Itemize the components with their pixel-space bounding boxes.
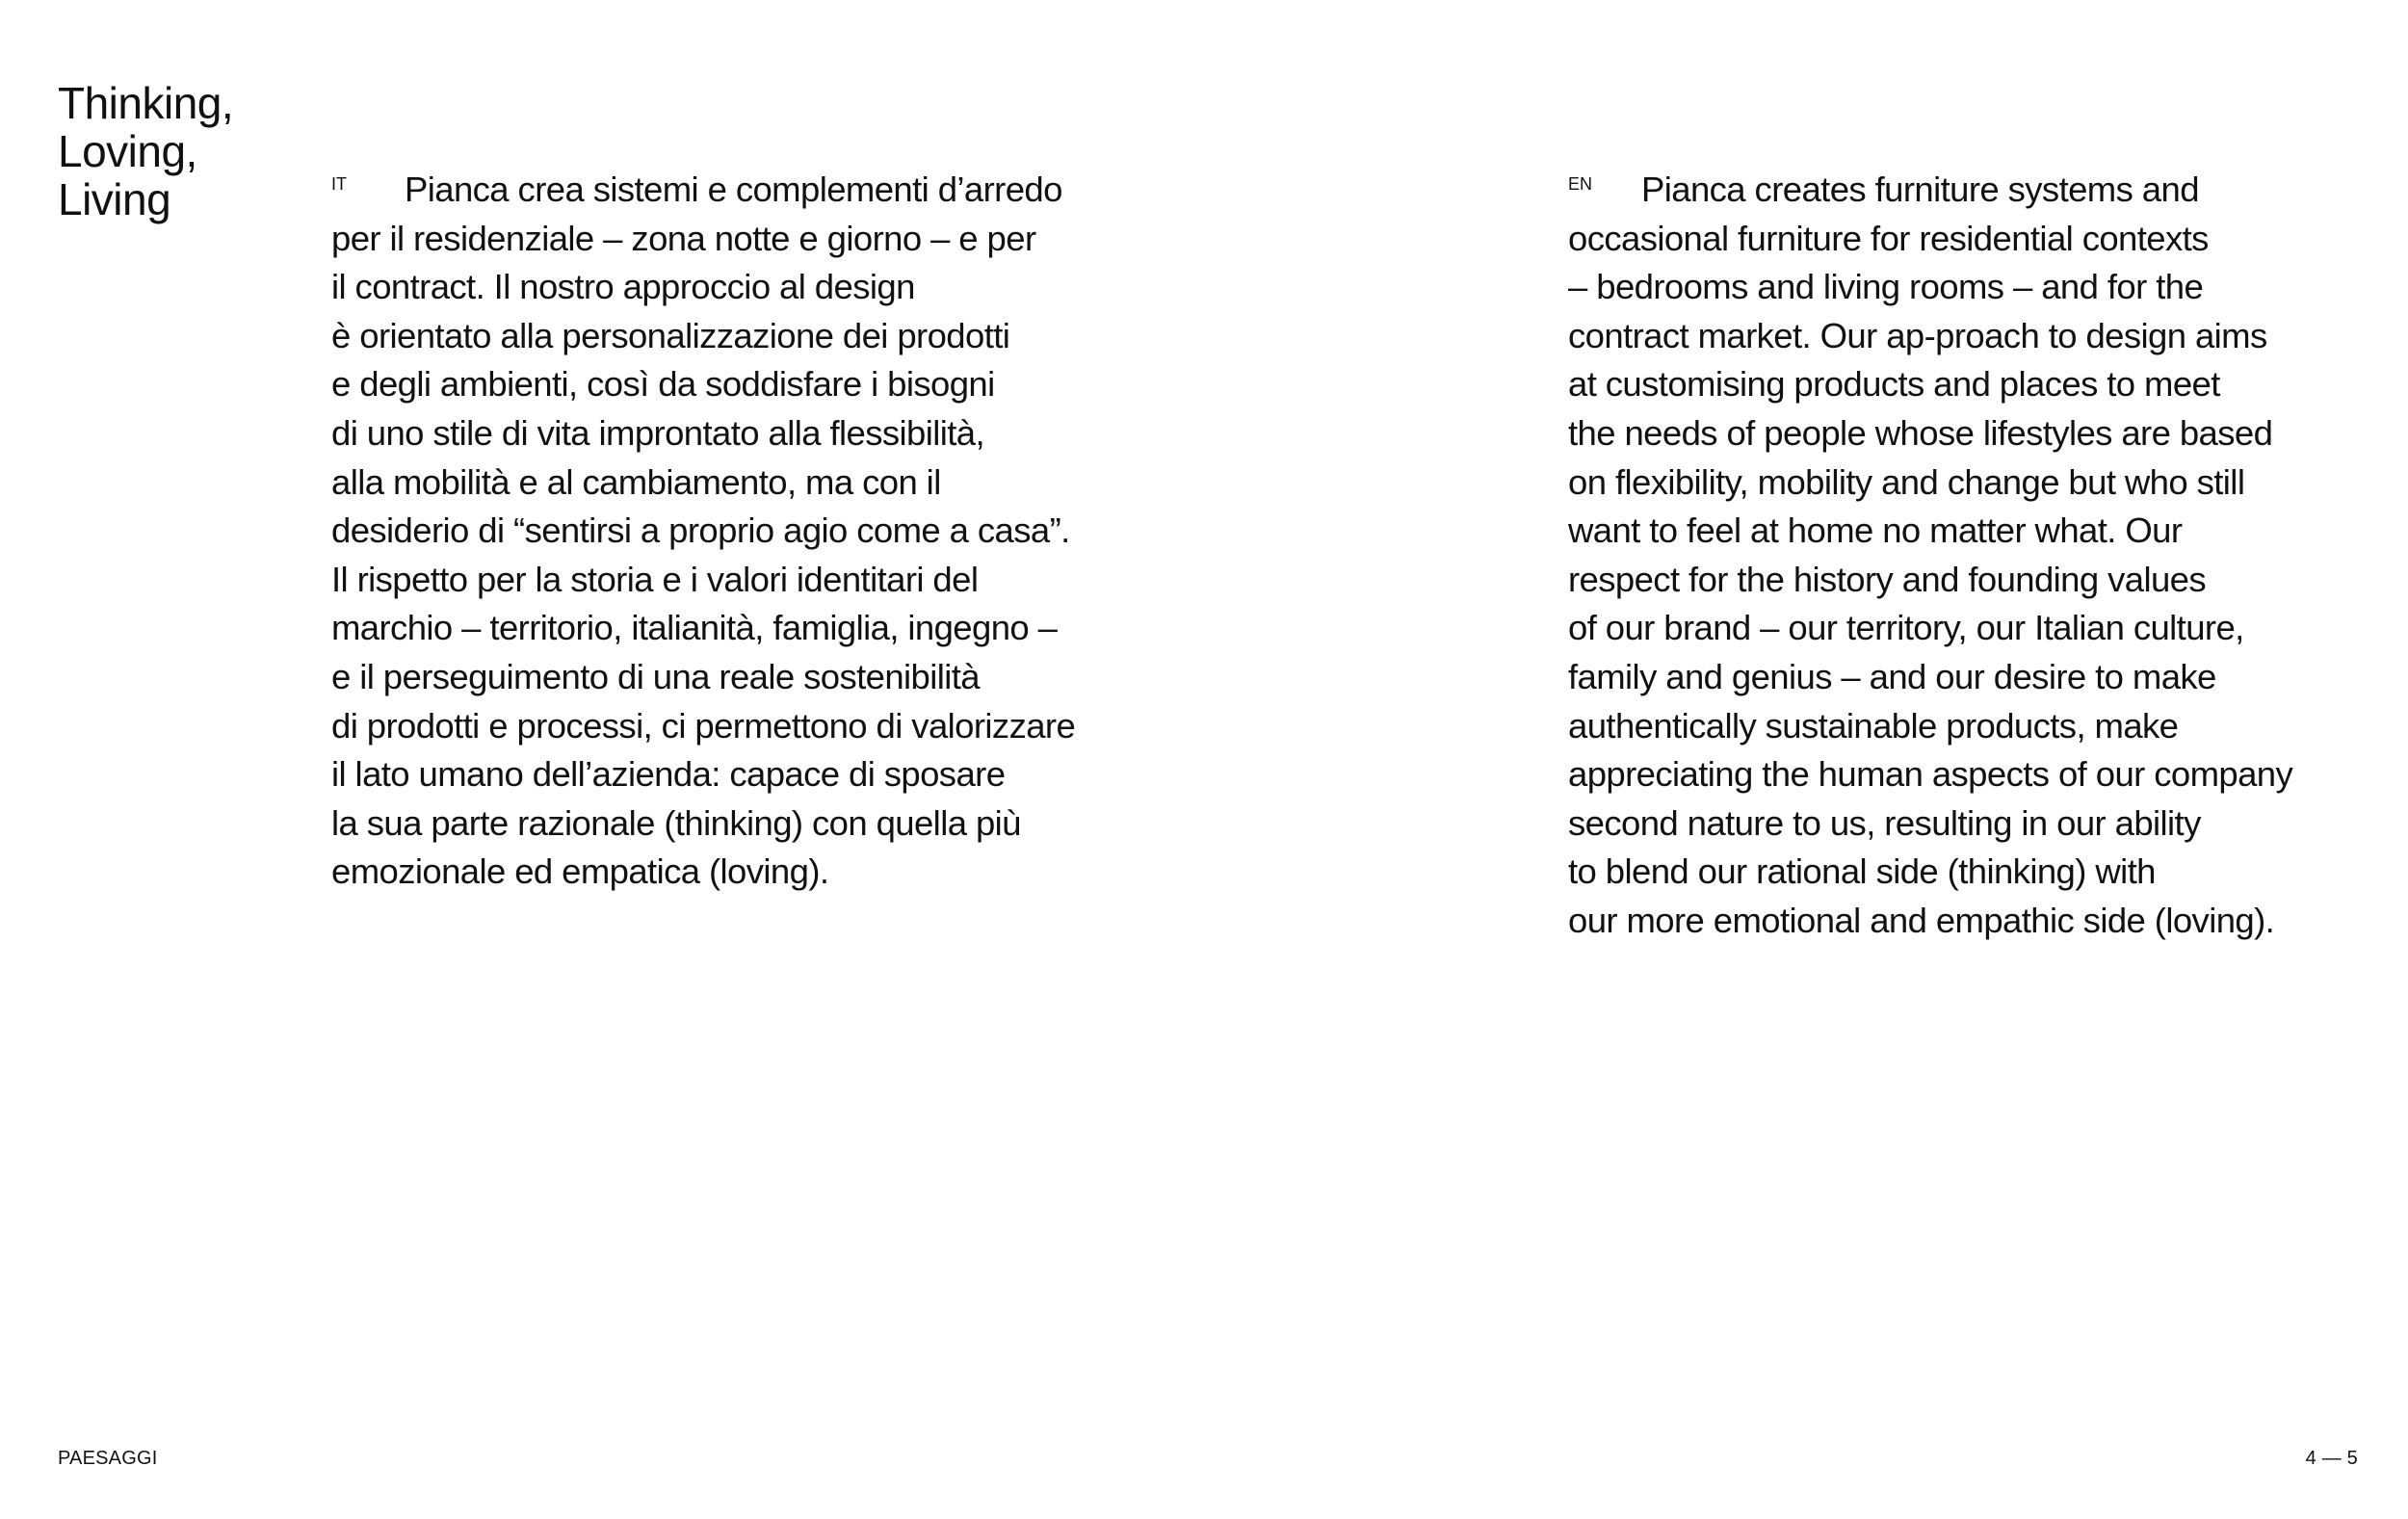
text-line: occasional furniture for residential contexts xyxy=(1568,218,2209,258)
text-line: di prodotti e processi, ci permettono di valorizzare xyxy=(331,705,1076,746)
text-line xyxy=(331,166,1198,215)
text-line: desiderio di “sentirsi a proprio agio come a casa”. xyxy=(331,511,1070,551)
heading-line: Thinking, xyxy=(58,78,234,128)
text-line: è orientato alla personalizzazione dei prodotti xyxy=(331,315,1010,355)
text-line: il contract. Il nostro approccio al design xyxy=(331,267,915,307)
italian-text-column xyxy=(331,166,1198,897)
text-line: e degli ambienti, così da soddisfare i bisogni xyxy=(331,364,995,405)
text-line: want to feel at home no matter what. Our xyxy=(1568,511,2183,551)
heading-line: Living xyxy=(58,174,171,224)
footer-page-numbers: 4 — 5 xyxy=(2305,1448,2358,1469)
text-line: marchio – territorio, italianità, famiglia, ingegno – xyxy=(331,608,1058,648)
text-line: alla mobilità e al cambiamento, ma con il xyxy=(331,461,941,502)
text-line: authentically sustainable products, make xyxy=(1568,705,2179,746)
text-line: the needs of people whose lifestyles are based xyxy=(1568,412,2273,453)
text-line: on flexibility, mobility and change but who still xyxy=(1568,461,2245,502)
text-line xyxy=(1568,166,2396,215)
text-line-content: Pianca creates furniture systems and xyxy=(1641,170,2199,209)
text-line: il lato umano dell’azienda: capace di sposare xyxy=(331,754,1006,795)
language-tag-it: IT xyxy=(331,174,347,194)
text-line: to blend our rational side (thinking) with xyxy=(1568,851,2156,892)
text-line: di uno stile di vita improntato alla flessibilità, xyxy=(331,412,985,453)
english-text-column xyxy=(1568,166,2396,946)
text-line: of our brand – our territory, our Italian culture, xyxy=(1568,608,2244,648)
text-line: la sua parte razionale (thinking) con quella più xyxy=(331,802,1021,843)
text-line: at customising products and places to meet xyxy=(1568,364,2220,405)
page-heading xyxy=(58,79,233,223)
language-tag-en: EN xyxy=(1568,174,1593,194)
text-line: emozionale ed empatica (loving). xyxy=(331,851,829,892)
text-line: respect for the history and founding values xyxy=(1568,559,2207,599)
text-line: contract market. Our ap-proach to design aims xyxy=(1568,315,2267,355)
heading-line: Loving, xyxy=(58,126,197,176)
footer-section-label: PAESAGGI xyxy=(58,1448,158,1469)
text-line: our more emotional and empathic side (loving). xyxy=(1568,900,2275,940)
text-line: second nature to us, resulting in our ability xyxy=(1568,802,2201,843)
text-line: appreciating the human aspects of our company xyxy=(1568,754,2293,795)
text-line: family and genius – and our desire to make xyxy=(1568,656,2216,696)
text-line-content: Pianca crea sistemi e complementi d’arredo xyxy=(405,170,1062,209)
text-line: e il perseguimento di una reale sostenibilità xyxy=(331,656,981,696)
text-line: per il residenziale – zona notte e giorno – e per xyxy=(331,218,1036,258)
text-line: – bedrooms and living rooms – and for the xyxy=(1568,267,2204,307)
text-line: Il rispetto per la storia e i valori identitari del xyxy=(331,559,979,599)
